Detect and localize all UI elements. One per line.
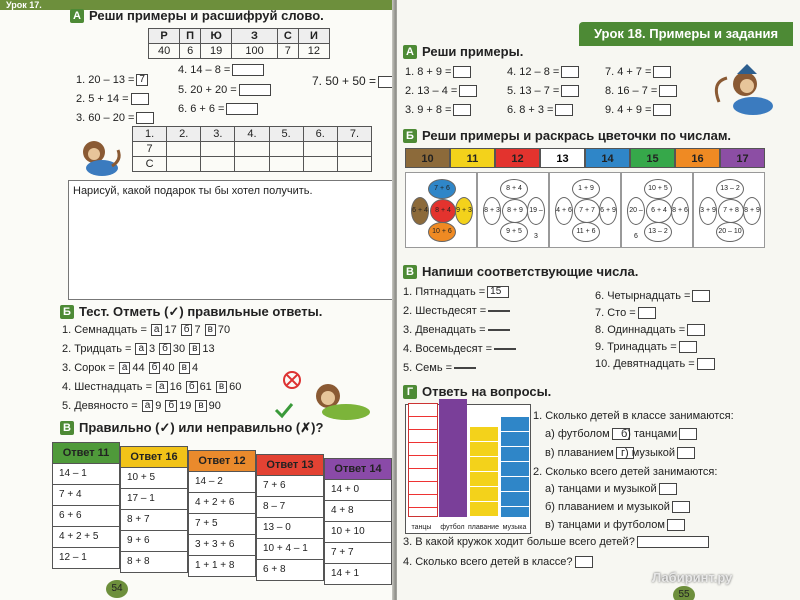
answer-card-row[interactable]: 10 + 4 – 1 xyxy=(257,538,323,559)
number-word-item: 1. Пятнадцать = 15 xyxy=(403,286,509,298)
page-number-right: 55 xyxy=(673,586,695,600)
q2-answer-box[interactable] xyxy=(672,501,690,513)
section-a-header xyxy=(70,8,324,23)
r-exercise: 9. 4 + 9 = xyxy=(605,104,671,116)
petal-left[interactable]: 3 + 9 xyxy=(699,197,717,225)
option-a-box[interactable]: а xyxy=(151,324,163,336)
number-answer-box[interactable] xyxy=(488,329,510,331)
petal-top[interactable]: 8 + 4 xyxy=(500,179,528,199)
petal-right[interactable]: 6 + 9 xyxy=(599,197,617,225)
number-word-item: 5. Семь = xyxy=(403,362,476,374)
grid-cell[interactable] xyxy=(303,157,337,172)
petal-bottom[interactable]: 13 – 2 xyxy=(644,222,672,242)
answer-box-5[interactable] xyxy=(239,84,271,96)
r-answer-box[interactable] xyxy=(561,85,579,97)
option-c-box[interactable]: в xyxy=(205,324,216,336)
flower-card xyxy=(405,172,477,248)
option-a-box[interactable]: а xyxy=(119,362,131,374)
petal-bottom[interactable]: 20 – 10 xyxy=(716,222,744,242)
grid-cell[interactable] xyxy=(269,142,303,157)
flower-card xyxy=(693,172,765,248)
r-exercise: 8. 16 – 7 = xyxy=(605,85,677,97)
r-section-v-header xyxy=(403,264,638,279)
grid-header: 7. xyxy=(337,127,371,142)
grid-cell[interactable] xyxy=(303,142,337,157)
answer-card-head: Ответ 16 xyxy=(121,447,187,467)
option-b-value: 61 xyxy=(199,381,212,393)
test-question: 5. Девяносто = xyxy=(62,400,138,412)
petal-center[interactable]: 7 + 8 xyxy=(718,199,744,223)
number-answer-box[interactable] xyxy=(488,310,510,312)
answer-card-row[interactable]: 14 – 2 xyxy=(189,471,255,492)
bar-dance xyxy=(408,403,438,517)
number-word-item: 2. Шестьдесят = xyxy=(403,305,510,317)
grid-cell[interactable] xyxy=(201,142,235,157)
option-b-value: 30 xyxy=(172,343,186,355)
answer-card xyxy=(324,458,392,585)
answer-card-row[interactable]: 10 + 5 xyxy=(121,467,187,488)
q3-answer-box[interactable] xyxy=(637,536,709,548)
r-section-a-title: Реши примеры. xyxy=(422,44,524,59)
answer-card-row[interactable]: 14 + 0 xyxy=(325,479,391,500)
ex-3: 3. 60 – 20 = xyxy=(76,112,154,124)
grid-cell[interactable] xyxy=(337,157,371,172)
r-section-b-badge: Б xyxy=(403,129,417,143)
option-a-value: 9 xyxy=(155,400,162,412)
number-answer-box[interactable] xyxy=(687,324,705,336)
flower xyxy=(483,179,543,241)
ex-7: 7. 50 + 50 = xyxy=(312,74,394,88)
answer-card-row[interactable]: 3 + 3 + 6 xyxy=(189,534,255,555)
q1-item: в) плаванием xyxy=(545,447,634,459)
r-exercise: 5. 13 – 7 = xyxy=(507,85,579,97)
grid-cell[interactable] xyxy=(269,157,303,172)
answer-card-row[interactable]: 7 + 5 xyxy=(189,513,255,534)
option-a-value: 16 xyxy=(169,381,182,393)
option-a-value: 3 xyxy=(149,343,156,355)
cipher-letter: П xyxy=(180,29,201,44)
flower xyxy=(555,179,615,241)
ex-4: 4. 14 – 8 = xyxy=(178,64,264,76)
r-section-a-header xyxy=(403,44,523,59)
test-item xyxy=(62,343,215,355)
watermark: Лабиринт.ру xyxy=(652,570,733,585)
r-exercise: 3. 9 + 8 = xyxy=(405,104,471,116)
petal-left[interactable]: 8 + 3 xyxy=(483,197,501,225)
petal-top[interactable]: 1 + 9 xyxy=(572,179,600,199)
number-answer-box[interactable] xyxy=(494,348,516,350)
ex-6: 6. 6 + 6 = xyxy=(178,103,258,115)
option-a-box[interactable]: а xyxy=(135,343,147,355)
option-c-box[interactable]: в xyxy=(195,400,206,412)
test-item xyxy=(62,324,230,336)
option-b-box[interactable]: б xyxy=(165,400,177,412)
grid-header: 5. xyxy=(269,127,303,142)
option-b-value: 19 xyxy=(179,400,192,412)
number-answer-box[interactable] xyxy=(638,307,656,319)
r-answer-box[interactable] xyxy=(453,66,471,78)
cipher-letter: И xyxy=(298,29,329,44)
petal-center[interactable]: 8 + 9 xyxy=(502,199,528,223)
q2-answer-box[interactable] xyxy=(667,519,685,531)
color-key: 14 xyxy=(585,148,630,168)
flower xyxy=(411,179,471,241)
q4: 4. Сколько всего детей в классе? xyxy=(403,556,593,568)
petal-right[interactable]: 19 – 3 xyxy=(527,197,545,225)
q2-item: б) плаванием и музыкой xyxy=(545,501,690,513)
answer-card xyxy=(120,446,188,573)
option-c-value: 4 xyxy=(191,362,199,374)
test-question: 3. Сорок = xyxy=(62,362,115,374)
option-c-value: 90 xyxy=(208,400,221,412)
r-answer-box[interactable] xyxy=(659,85,677,97)
answer-card-head: Ответ 14 xyxy=(325,459,391,479)
option-c-value: 70 xyxy=(217,324,231,336)
r-section-v-title: Напиши соответствующие числа. xyxy=(422,264,639,279)
flower xyxy=(627,179,687,241)
answer-card xyxy=(256,454,324,581)
answer-card-row[interactable]: 17 – 1 xyxy=(121,488,187,509)
r-section-g-badge: Г xyxy=(403,385,417,399)
petal-left[interactable]: 4 + 6 xyxy=(555,197,573,225)
r-section-g-title: Ответь на вопросы. xyxy=(422,384,552,399)
number-word-item: 9. Тринадцать = xyxy=(595,341,697,353)
option-c-box[interactable]: в xyxy=(179,362,190,374)
section-v-title: Правильно (✓) или неправильно (✗)? xyxy=(79,420,324,435)
petal-bottom[interactable]: 10 + 6 xyxy=(428,222,456,242)
petal-left[interactable]: 20 – 6 xyxy=(627,197,645,225)
ex-5: 5. 20 + 20 = xyxy=(178,84,271,96)
option-a-box[interactable]: а xyxy=(142,400,154,412)
option-b-box[interactable]: б xyxy=(186,381,198,393)
answer-card xyxy=(52,442,120,569)
answer-card-row[interactable]: 14 + 1 xyxy=(325,563,391,584)
grid-header: 1. xyxy=(133,127,167,142)
answer-card-row[interactable]: 4 + 2 + 5 xyxy=(53,526,119,547)
answer-card-row[interactable]: 12 – 1 xyxy=(53,547,119,568)
option-c-box[interactable]: в xyxy=(216,381,227,393)
petal-top[interactable]: 13 – 2 xyxy=(716,179,744,199)
r-section-b-title: Реши примеры и раскрась цветочки по числам. xyxy=(422,128,732,143)
q1-item: б) танцами xyxy=(621,428,697,440)
r-answer-box[interactable] xyxy=(561,66,579,78)
petal-bottom[interactable]: 11 + 6 xyxy=(572,222,600,242)
bar-swimming xyxy=(470,427,498,517)
color-key: 13 xyxy=(540,148,585,168)
test-item xyxy=(62,381,241,393)
answer-box-4[interactable] xyxy=(232,64,264,76)
petal-right[interactable]: 8 + 9 xyxy=(743,197,761,225)
flower-card xyxy=(621,172,693,248)
answer-box-1[interactable]: 7 xyxy=(136,74,148,86)
activity-chart xyxy=(405,404,531,534)
color-key: 15 xyxy=(630,148,675,168)
drawing-area[interactable] xyxy=(68,180,394,300)
monkey-illustration-2 xyxy=(268,370,380,422)
q4-answer-box[interactable] xyxy=(575,556,593,568)
r-exercise: 1. 8 + 9 = xyxy=(405,66,471,78)
monkey-illustration-1 xyxy=(72,136,124,178)
chart-label: музыка xyxy=(502,524,527,531)
cipher-letter: Р xyxy=(149,29,180,44)
option-a-box[interactable]: а xyxy=(156,381,168,393)
lesson-title: Урок 18. Примеры и задания xyxy=(579,22,793,46)
petal-center[interactable]: 7 + 7 xyxy=(574,199,600,223)
answer-card-row[interactable]: 9 + 6 xyxy=(121,530,187,551)
flower xyxy=(699,179,759,241)
right-page xyxy=(397,0,800,600)
answer-card-row[interactable]: 8 + 8 xyxy=(121,551,187,572)
r-answer-box[interactable] xyxy=(653,66,671,78)
answer-card-row[interactable]: 14 – 1 xyxy=(53,463,119,484)
section-b-header xyxy=(60,304,322,320)
section-a-title: Реши примеры и расшифруй слово. xyxy=(89,8,324,23)
chart-label: танцы xyxy=(411,524,432,531)
number-answer-box[interactable] xyxy=(454,367,476,369)
cipher-letter: С xyxy=(277,29,298,44)
number-answer-box[interactable] xyxy=(692,290,710,302)
section-b-title: Тест. Отметь (✓) правильные ответы. xyxy=(79,304,323,319)
decode-grid xyxy=(132,126,372,172)
q1: 1. Сколько детей в классе занимаются: xyxy=(533,410,734,422)
grid-cell[interactable]: С xyxy=(133,157,167,172)
r-answer-box[interactable] xyxy=(459,85,477,97)
cipher-number: 12 xyxy=(298,44,329,59)
q2-item: а) танцами и музыкой xyxy=(545,483,677,495)
answer-card-head: Ответ 11 xyxy=(53,443,119,463)
cipher-letter: З xyxy=(232,29,278,44)
page-number-left: 54 xyxy=(106,580,128,598)
answer-card-row[interactable]: 7 + 4 xyxy=(53,484,119,505)
grid-header: 6. xyxy=(303,127,337,142)
test-question: 4. Шестнадцать = xyxy=(62,381,153,393)
petal-right[interactable]: 8 + 6 xyxy=(671,197,689,225)
answer-card-head: Ответ 13 xyxy=(257,455,323,475)
grid-cell[interactable]: 7 xyxy=(133,142,167,157)
test-question: 2. Тридцать = xyxy=(62,343,132,355)
flower-card xyxy=(477,172,549,248)
section-b-badge: Б xyxy=(60,305,74,319)
number-answer-box[interactable] xyxy=(679,341,697,353)
chart-label: футбол xyxy=(440,524,465,531)
q2-answer-box[interactable] xyxy=(659,483,677,495)
answer-box-3[interactable] xyxy=(136,112,154,124)
petal-top[interactable]: 10 + 5 xyxy=(644,179,672,199)
option-c-value: 60 xyxy=(229,381,242,393)
r-answer-box[interactable] xyxy=(453,104,471,116)
option-a-value: 17 xyxy=(164,324,177,336)
bar-music xyxy=(501,417,529,517)
answer-card-row[interactable]: 8 – 7 xyxy=(257,496,323,517)
option-b-box[interactable]: б xyxy=(149,362,161,374)
test-item xyxy=(62,400,221,412)
drawing-prompt: Нарисуй, какой подарок ты бы хотел получить. xyxy=(73,185,313,197)
r-exercise: 6. 8 + 3 = xyxy=(507,104,573,116)
answer-box-2[interactable] xyxy=(131,93,149,105)
r-exercise: 4. 12 – 8 = xyxy=(507,66,579,78)
petal-center[interactable]: 8 + 4 xyxy=(430,199,456,223)
option-b-value: 7 xyxy=(194,324,201,336)
q1-answer-box[interactable] xyxy=(679,428,697,440)
flower-card xyxy=(549,172,621,248)
number-answer-box[interactable] xyxy=(697,358,715,370)
cipher-letter: Ю xyxy=(201,29,232,44)
answer-card-row[interactable]: 13 – 0 xyxy=(257,517,323,538)
top-label: Урок 17. xyxy=(6,0,42,10)
r-exercise: 7. 4 + 7 = xyxy=(605,66,671,78)
grid-cell[interactable] xyxy=(167,157,201,172)
test-question: 1. Семнадцать = xyxy=(62,324,147,336)
q2: 2. Сколько всего детей занимаются: xyxy=(533,466,718,478)
answer-card-row[interactable]: 7 + 7 xyxy=(325,542,391,563)
answer-card-row[interactable]: 7 + 6 xyxy=(257,475,323,496)
grid-header: 3. xyxy=(201,127,235,142)
r-section-a-badge: А xyxy=(403,45,417,59)
answer-card-row[interactable]: 4 + 2 + 6 xyxy=(189,492,255,513)
test-item xyxy=(62,362,198,374)
option-b-box[interactable]: б xyxy=(181,324,193,336)
number-word-item: 4. Восемьдесят = xyxy=(403,343,516,355)
number-answer-box[interactable]: 15 xyxy=(487,286,509,298)
bar-football xyxy=(439,399,467,517)
answer-card-row[interactable]: 6 + 6 xyxy=(53,505,119,526)
grid-header: 2. xyxy=(167,127,201,142)
section-v-badge: В xyxy=(60,421,74,435)
option-c-box[interactable]: в xyxy=(189,343,200,355)
petal-top[interactable]: 7 + 6 xyxy=(428,179,456,199)
option-b-value: 40 xyxy=(162,362,175,374)
grid-cell[interactable] xyxy=(201,157,235,172)
color-key: 16 xyxy=(675,148,720,168)
cipher-number: 100 xyxy=(232,44,278,59)
grid-cell[interactable] xyxy=(235,142,269,157)
q3: 3. В какой кружок ходит больше всего детей? xyxy=(403,536,709,548)
petal-center[interactable]: 6 + 4 xyxy=(646,199,672,223)
chart-label: плавание xyxy=(468,524,499,531)
r-answer-box[interactable] xyxy=(653,104,671,116)
section-a-badge: А xyxy=(70,9,84,23)
r-section-v-badge: В xyxy=(403,265,417,279)
petal-left[interactable]: 6 + 4 xyxy=(411,197,429,225)
petal-bottom[interactable]: 9 + 5 xyxy=(500,222,528,242)
q1-item: а) футболом xyxy=(545,428,630,440)
answer-card-head: Ответ 12 xyxy=(189,451,255,471)
petal-right[interactable]: 9 + 3 xyxy=(455,197,473,225)
section-v-header xyxy=(60,420,323,436)
color-key: 11 xyxy=(450,148,495,168)
number-word-item: 10. Девятнадцать = xyxy=(595,358,715,370)
option-b-box[interactable]: б xyxy=(159,343,171,355)
ex-1: 1. 20 – 13 = 7 xyxy=(76,74,148,86)
q1-item: г) музыкой xyxy=(621,447,695,459)
answer-card-row[interactable]: 4 + 8 xyxy=(325,500,391,521)
answer-box-6[interactable] xyxy=(226,103,258,115)
number-word-item: 7. Сто = xyxy=(595,307,656,319)
answer-card-row[interactable]: 8 + 7 xyxy=(121,509,187,530)
grid-cell[interactable] xyxy=(337,142,371,157)
left-page xyxy=(0,0,394,600)
color-key-strip xyxy=(405,148,765,168)
q2-item: в) танцами и футболом xyxy=(545,519,685,531)
answer-card-row[interactable]: 6 + 8 xyxy=(257,559,323,580)
cipher-number: 7 xyxy=(277,44,298,59)
answer-card-row[interactable]: 1 + 1 + 8 xyxy=(189,555,255,576)
number-word-item: 3. Двенадцать = xyxy=(403,324,510,336)
grid-header: 4. xyxy=(235,127,269,142)
color-key: 10 xyxy=(405,148,450,168)
r-answer-box[interactable] xyxy=(555,104,573,116)
cipher-number: 40 xyxy=(149,44,180,59)
number-word-item: 8. Одиннадцать = xyxy=(595,324,705,336)
r-exercise: 2. 13 – 4 = xyxy=(405,85,477,97)
ex-2: 2. 5 + 14 = xyxy=(76,93,149,105)
monkey-illustration-3 xyxy=(709,62,779,118)
option-a-value: 44 xyxy=(132,362,145,374)
number-word-item: 6. Четырнадцать = xyxy=(595,290,710,302)
answer-card-row[interactable]: 10 + 10 xyxy=(325,521,391,542)
cipher-number: 19 xyxy=(201,44,232,59)
color-key: 17 xyxy=(720,148,765,168)
grid-cell[interactable] xyxy=(167,142,201,157)
cipher-table xyxy=(148,28,330,59)
color-key: 12 xyxy=(495,148,540,168)
cipher-number: 6 xyxy=(180,44,201,59)
r-section-b-header xyxy=(403,128,731,143)
grid-cell[interactable] xyxy=(235,157,269,172)
q1-answer-box[interactable] xyxy=(677,447,695,459)
answer-card xyxy=(188,450,256,577)
r-section-g-header xyxy=(403,384,551,399)
option-c-value: 13 xyxy=(202,343,215,355)
